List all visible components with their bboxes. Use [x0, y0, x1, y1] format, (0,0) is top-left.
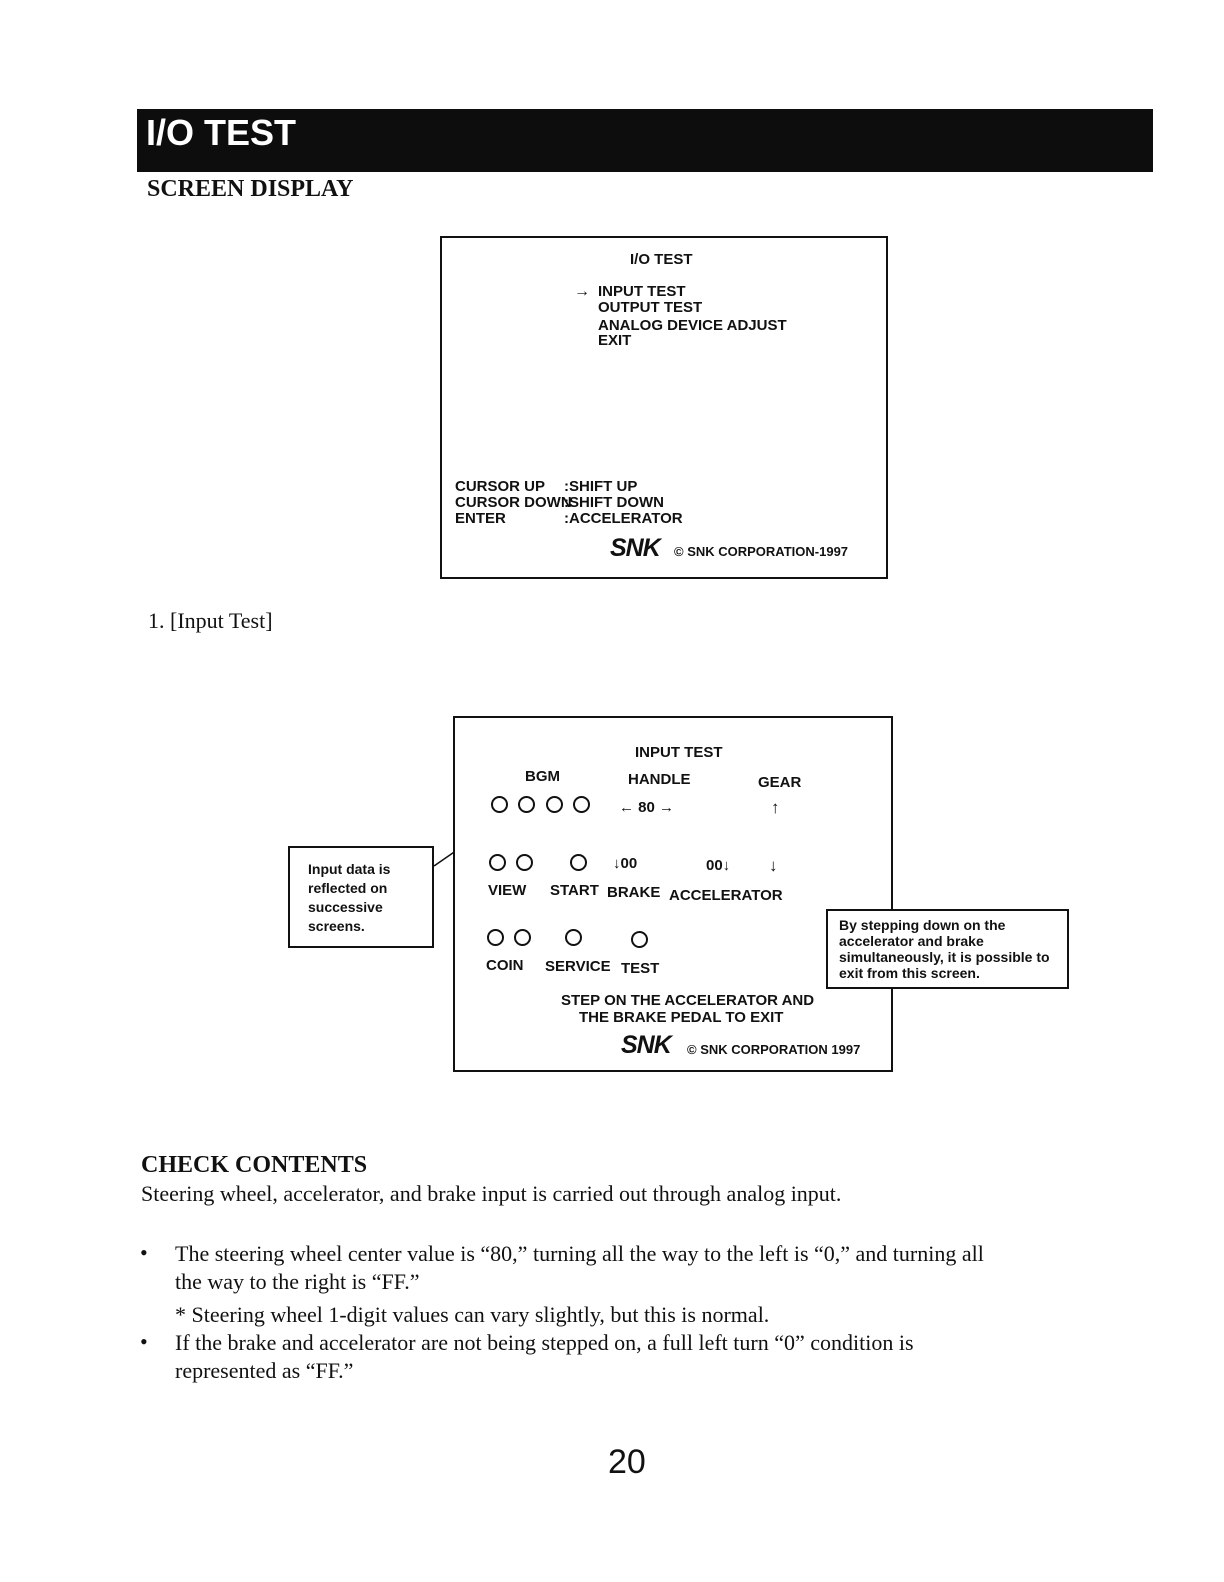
menu-item-output-test: OUTPUT TEST [598, 299, 703, 316]
bgm-indicator [518, 796, 535, 813]
menu-item-analog-device-adjust: ANALOG DEVICE ADJUST [598, 317, 787, 334]
coin-label: COIN [486, 957, 524, 974]
screen-display-heading: SCREEN DISPLAY [147, 176, 354, 202]
control-key-cursor-down: :SHIFT DOWN [564, 494, 664, 511]
bgm-indicators [491, 796, 590, 818]
callout-input-data: Input data is reflected on successive screens. [288, 846, 434, 948]
bgm-indicator [491, 796, 508, 813]
handle-value: ← 80 → [619, 799, 675, 816]
exit-instruction-line1: STEP ON THE ACCELERATOR AND [561, 992, 815, 1009]
bullet-1-line1: The steering wheel center value is “80,” turning all the way to the left is “0,” and turning all [175, 1241, 984, 1266]
test-label: TEST [621, 960, 660, 977]
bullet-1-note: * Steering wheel 1-digit values can vary slightly, but this is normal. [175, 1302, 770, 1327]
menu-item-exit: EXIT [598, 332, 632, 349]
view-label: VIEW [488, 882, 527, 899]
menu-copyright: © SNK CORPORATION-1997 [674, 544, 849, 559]
view-indicator [489, 854, 506, 871]
control-key-cursor-up: :SHIFT UP [564, 478, 638, 495]
bullet-marker: • [140, 1240, 148, 1265]
menu-cursor-arrow: → [574, 283, 590, 300]
control-label-enter: ENTER [455, 510, 506, 527]
accelerator-value: 00↓ [706, 857, 731, 874]
view-indicators [489, 854, 533, 876]
gear-down-arrow: ↓ [769, 856, 778, 875]
bullet-1-line2: the way to the right is “FF.” [175, 1269, 420, 1294]
exit-instruction-line2: THE BRAKE PEDAL TO EXIT [579, 1009, 784, 1026]
view-indicator [516, 854, 533, 871]
input-test-screen [453, 716, 893, 1072]
bgm-indicator [573, 796, 590, 813]
coin-indicator [514, 929, 531, 946]
accelerator-label: ACCELERATOR [669, 887, 783, 904]
gear-up-arrow: ↑ [771, 798, 780, 817]
menu-screen-title: I/O TEST [630, 251, 693, 268]
brake-value: ↓00 [613, 855, 638, 872]
bullet-2-line2: represented as “FF.” [175, 1358, 354, 1383]
brake-label: BRAKE [607, 884, 661, 901]
check-contents-intro: Steering wheel, accelerator, and brake input is carried out through analog input. [141, 1181, 842, 1206]
service-indicator [565, 929, 582, 946]
gear-label: GEAR [758, 774, 802, 791]
handle-label: HANDLE [628, 771, 691, 788]
control-label-cursor-down: CURSOR DOWN [455, 494, 572, 511]
service-label: SERVICE [545, 958, 611, 975]
section-header-title: I/O TEST [146, 112, 297, 153]
bgm-indicator [546, 796, 563, 813]
snk-logo: SNK [610, 534, 660, 562]
coin-indicators [487, 929, 531, 951]
step-input-test-label: 1. [Input Test] [148, 608, 273, 633]
page-number: 20 [608, 1443, 646, 1481]
start-indicator [570, 854, 587, 871]
control-key-enter: :ACCELERATOR [564, 510, 683, 527]
control-label-cursor-up: CURSOR UP [455, 478, 546, 495]
callout-exit-instruction: By stepping down on the accelerator and brake simultaneously, it is possible to exit from this screen. [826, 909, 1069, 989]
menu-item-input-test: INPUT TEST [598, 283, 686, 300]
snk-logo: SNK [621, 1031, 671, 1059]
input-copyright: © SNK CORPORATION 1997 [687, 1042, 861, 1057]
coin-indicator [487, 929, 504, 946]
bullet-marker: • [140, 1329, 148, 1354]
bullet-2-line1: If the brake and accelerator are not being stepped on, a full left turn “0” condition is [175, 1330, 914, 1355]
start-label: START [550, 882, 599, 899]
bgm-label: BGM [525, 768, 560, 785]
check-contents-heading: CHECK CONTENTS [141, 1152, 368, 1178]
input-screen-title: INPUT TEST [635, 744, 723, 761]
test-indicator [631, 931, 648, 948]
